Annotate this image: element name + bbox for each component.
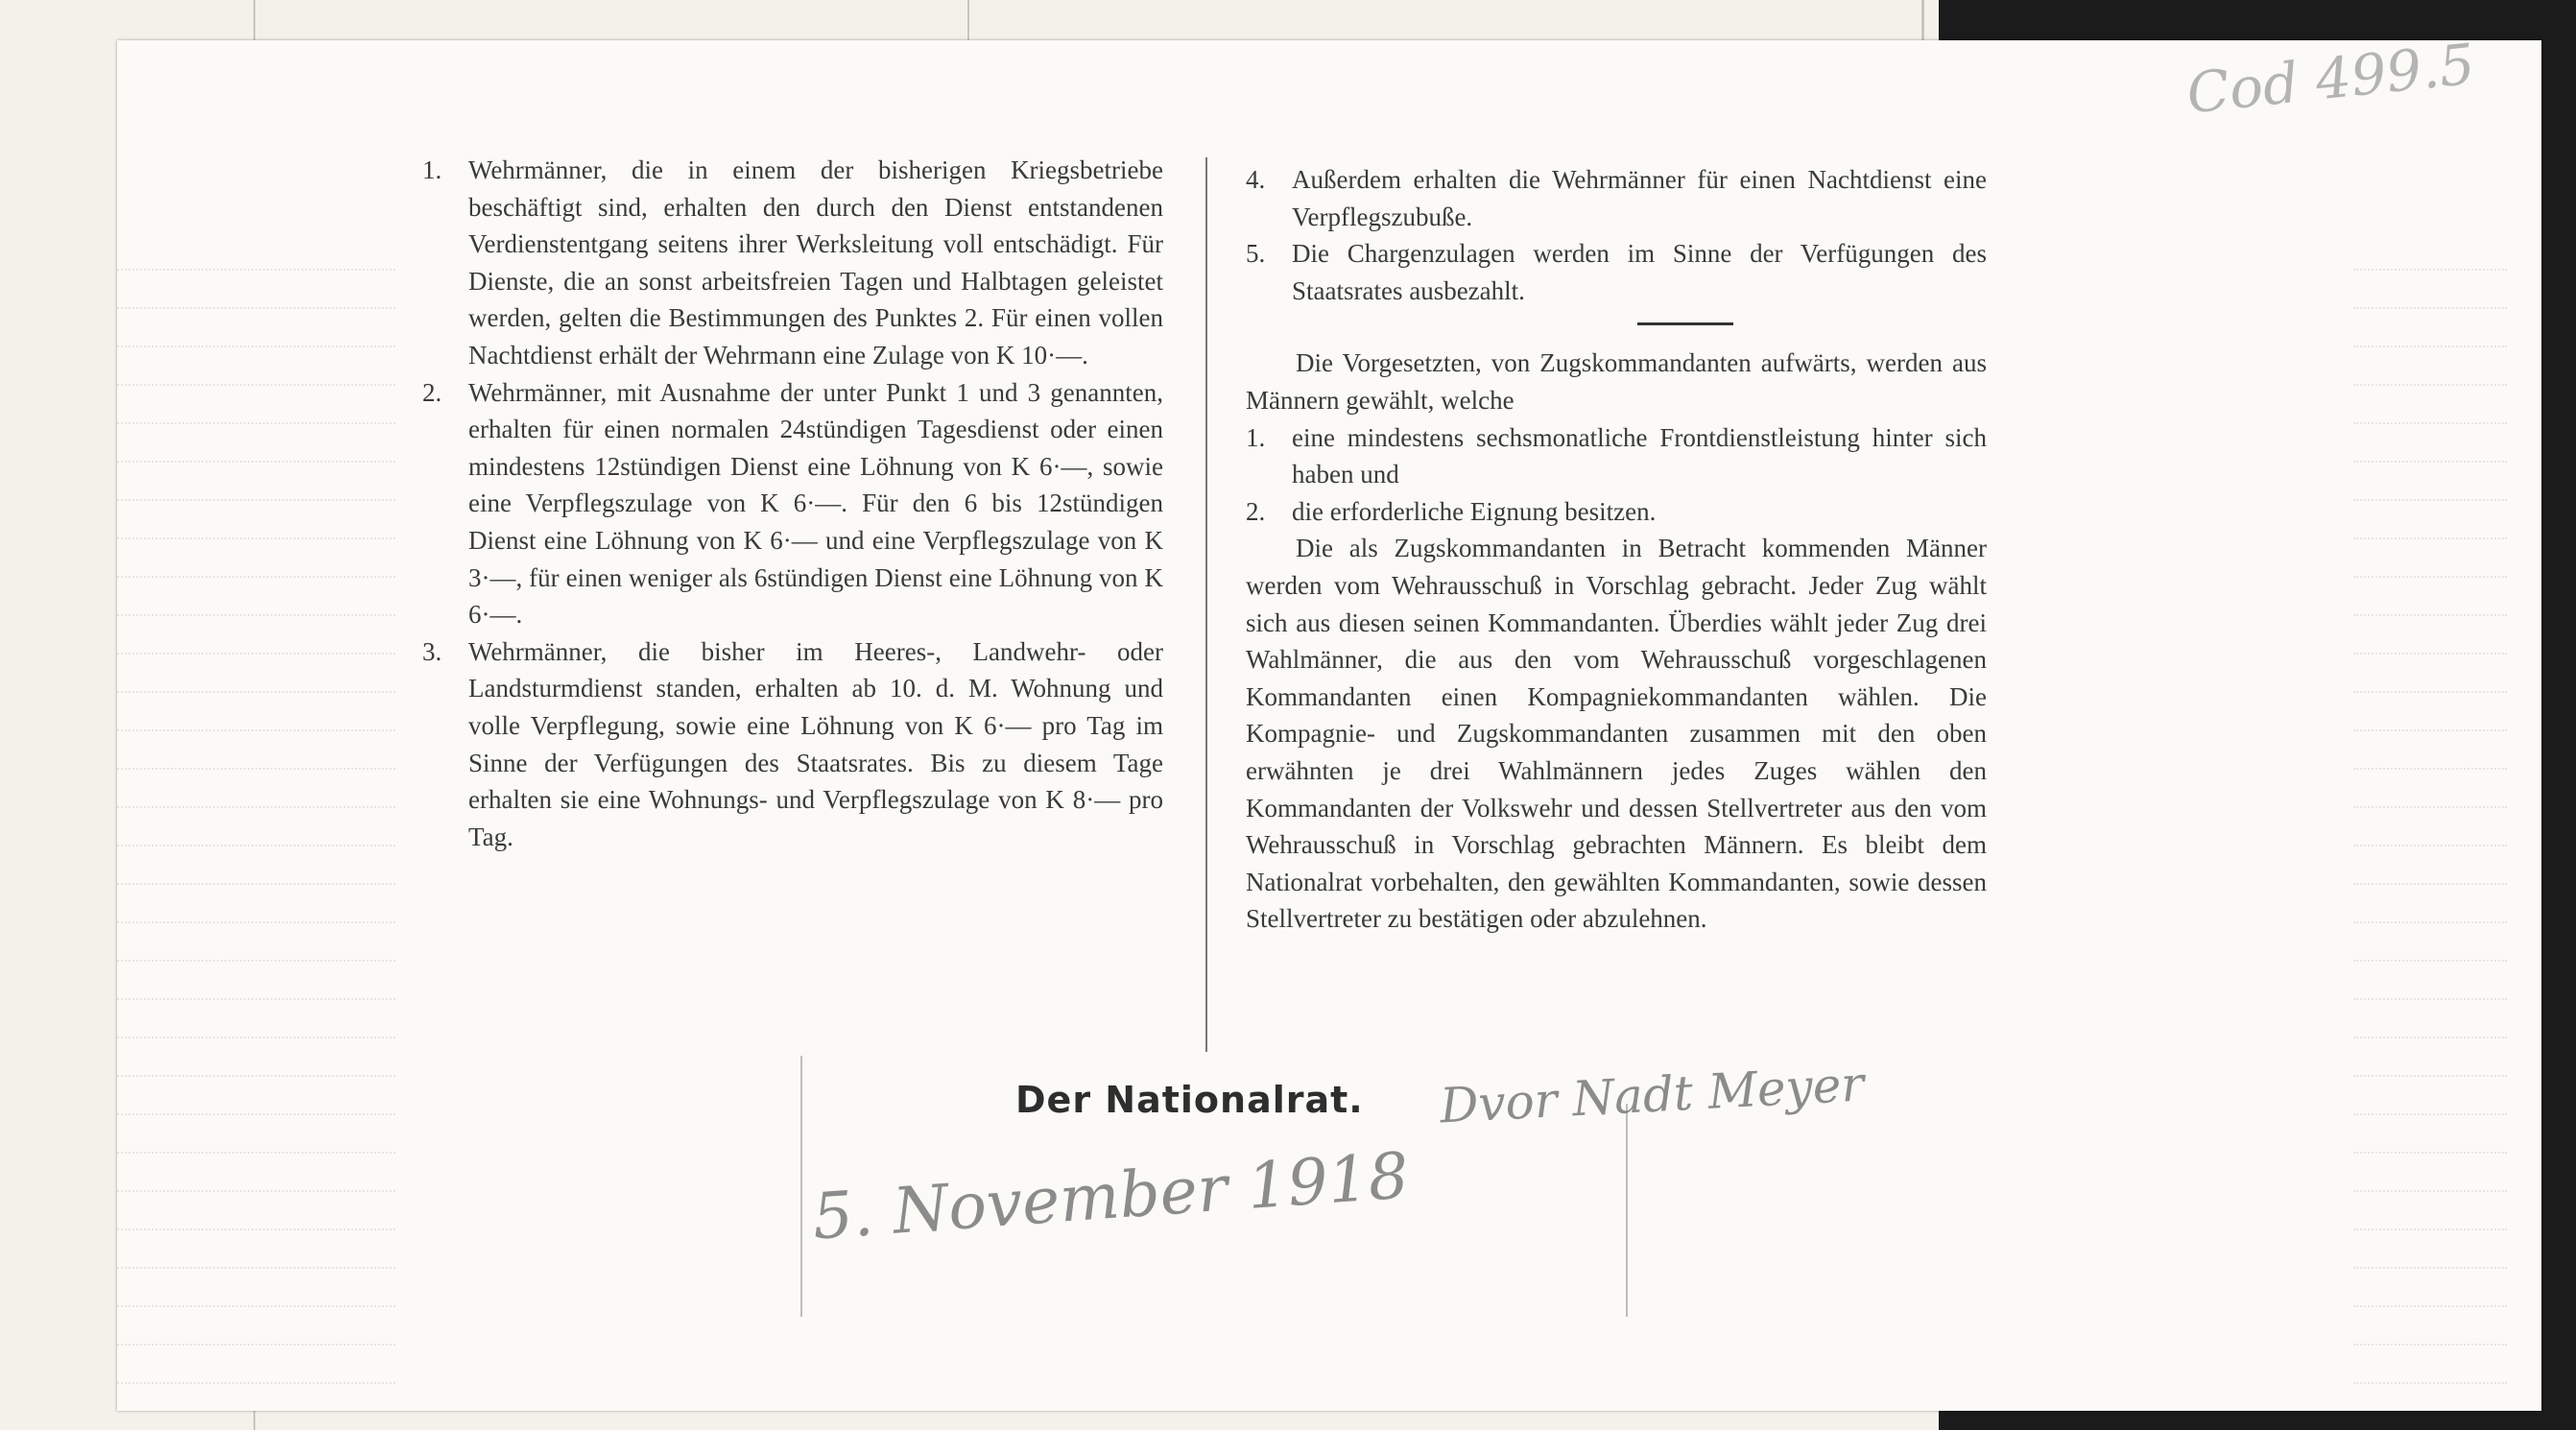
underlying-rule <box>1921 0 1924 40</box>
signature-line: Der Nationalrat. <box>1015 1079 1364 1121</box>
item-number: 1. <box>422 155 442 184</box>
item-number: 5. <box>1246 239 1266 269</box>
list-item <box>1246 161 1987 235</box>
list-item <box>422 152 1163 374</box>
condition-item <box>1246 419 1987 493</box>
underlying-rule <box>253 0 255 40</box>
item-text: Wehrmänner, die bisher im Heeres-, Landwehr- oder Landsturmdienst standen, erhalten ab 10. d. M. Wohnung und volle Verpflegung, sowie eine Löhnung von K 6·— pro Tag im Sinne der Verfügungen des Staatsrates. Bis zu diesem Tage erhalten sie eine Wohnungs- und Verpflegszulage von K 8·— pro Tag. <box>468 636 1163 851</box>
underlying-rule <box>967 0 969 40</box>
section-rule <box>1637 322 1733 325</box>
item-number: 1. <box>1246 422 1266 452</box>
item-text: Außerdem erhalten die Wehrmänner für einen Nachtdienst eine Verpflegszubuße. <box>1292 165 1987 231</box>
item-number: 2. <box>422 377 442 407</box>
handwritten-date: 5. November 1918 <box>810 1138 1412 1254</box>
column-divider <box>1205 157 1207 1052</box>
item-number: 3. <box>422 636 442 666</box>
faint-rule <box>1626 1104 1628 1317</box>
item-text: die erforderliche Eignung besitzen. <box>1292 496 1657 526</box>
list-item <box>422 374 1163 633</box>
pencil-archive-number: Cod 499.5 <box>2183 31 2478 127</box>
handwritten-signature: Dvor Nadt Meyer <box>1438 1056 1866 1134</box>
item-number: 4. <box>1246 165 1266 194</box>
item-text: Wehrmänner, mit Ausnahme der unter Punkt 1 und 3 genannten, erhalten für einen normalen 24stündigen Tagesdienst oder einen mindestens 12stündigen Dienst eine Löhnung von K 6·—, sowie eine Verpflegszulage von K 6·—. Für den 6 bis 12stündigen Dienst eine Löhnung von K 6·— und eine Verpflegszulage von K 3·—, für einen weniger als 6stündigen Dienst eine Löhnung von K 6·—. <box>468 377 1163 630</box>
right-column <box>1246 161 1987 938</box>
item-text: Wehrmänner, die in einem der bisherigen Kriegsbetriebe beschäftigt sind, erhalten den durch den Dienst entstandenen Verdienstentgang seitens ihrer Werksleitung voll entschädigt. Für Dienste, die an sonst arbeitsfreien Tagen und Halbtagen geleistet werden, gelten die Bestimmungen des Punktes 2. Für einen vollen Nachtdienst erhält der Wehrmann eine Zulage von K 10·—. <box>468 155 1163 369</box>
item-text: eine mindestens sechsmonatliche Frontdienstleistung hinter sich haben und <box>1292 422 1987 489</box>
list-item <box>422 633 1163 856</box>
bleed-through-text <box>2353 232 2507 1384</box>
left-column <box>422 152 1163 855</box>
faint-rule <box>800 1056 802 1317</box>
underlying-rule <box>253 1411 255 1430</box>
item-text: Die Chargenzulagen werden im Sinne der Verfügungen des Staatsrates ausbezahlt. <box>1292 239 1987 305</box>
closing-paragraph: Die als Zugskommandanten in Betracht kommenden Männer werden vom Wehrausschuß in Vorschlag gebracht. Jeder Zug wählt sich aus diesen seinen Kommandanten. Überdies wählt jeder Zug drei Wahlmänner, die aus den vom Wehrausschuß vorgeschlagenen Kommandanten einen Kompagniekommandanten wählen. Die Kompagnie- und Zugskommandanten zusammen mit den oben erwähnten je drei Wahlmännern jedes Zuges wählen den Kommandanten der Volkswehr und dessen Stellvertreter aus den vom Wehrausschuß in Vorschlag gebrachten Männern. Es bleibt dem Nationalrat vorbehalten, den gewählten Kommandanten, sowie dessen Stellvertreter zu bestätigen oder abzulehnen. <box>1246 534 1987 934</box>
condition-item <box>1246 493 1987 531</box>
list-item <box>1246 235 1987 309</box>
bleed-through-text <box>117 232 395 1384</box>
item-number: 2. <box>1246 496 1266 526</box>
intro-paragraph: Die Vorgesetzten, von Zugskommandanten aufwärts, werden aus Männern gewählt, welche <box>1246 348 1987 415</box>
